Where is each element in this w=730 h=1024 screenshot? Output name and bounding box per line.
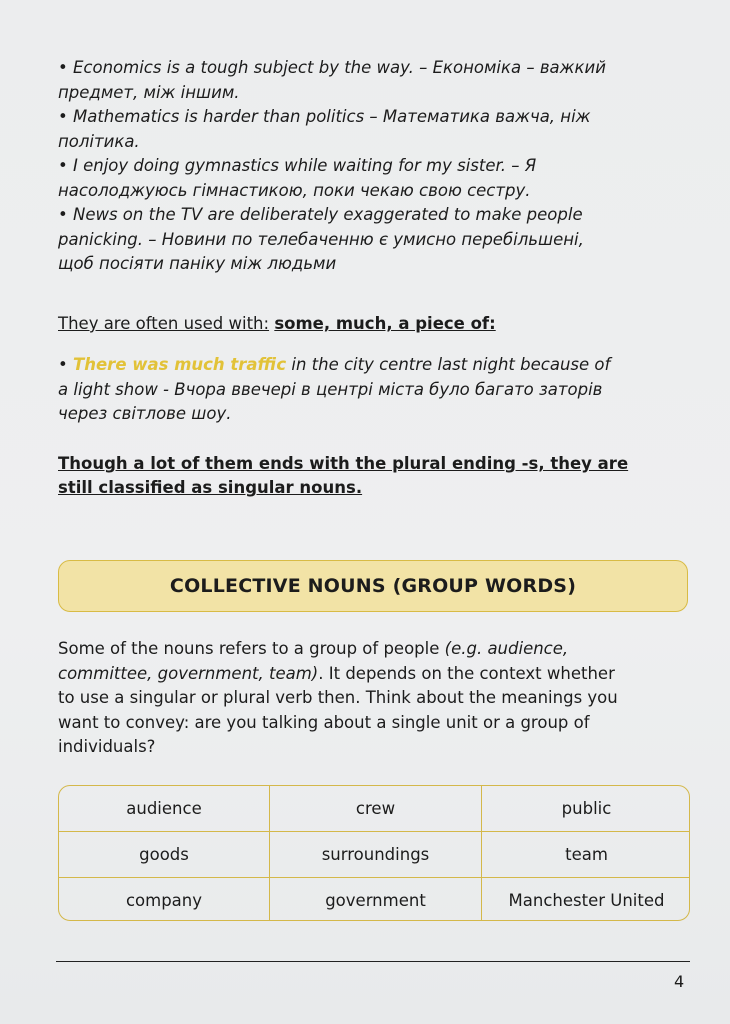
table-cell: public	[482, 786, 690, 832]
page-number: 4	[674, 972, 685, 991]
bullet-economics: • Economics is a tough subject by the way. – Економіка – важкий предмет, між іншим.	[58, 58, 606, 102]
table-cell: Manchester United	[508, 890, 665, 910]
traffic-example: • There was much traffic in the city centre last night because of a light show - Вчора ввечері в центрі міста було багато заторів через світлове шоу.	[58, 355, 611, 423]
singular-note: Though a lot of them ends with the plural ending -s, they are still classified as singular nouns.	[58, 454, 629, 497]
table-cell: government	[270, 878, 482, 921]
table-cell: crew	[270, 786, 482, 832]
bullet-news: • News on the TV are deliberately exaggerated to make people panicking. – Новини по телебаченню є умисно перебільшені, щоб посіяти паніку між людьми	[58, 205, 584, 273]
table-cell: surroundings	[270, 832, 482, 878]
example-bullet-list	[58, 56, 688, 277]
collective-nouns-table	[58, 785, 690, 921]
table-cell: audience	[59, 786, 270, 832]
bullet-gymnastics: • I enjoy doing gymnastics while waiting for my sister. – Я насолоджуюсь гімнастикою, поки чекаю свою сестру.	[58, 156, 537, 200]
table-cell: company	[59, 878, 270, 921]
section-banner	[58, 560, 688, 612]
usage-words: some, much, a piece of:	[274, 314, 496, 333]
table-cell: team	[482, 832, 690, 878]
collective-nouns-paragraph: Some of the nouns refers to a group of people (e.g. audience, committee, government, team). It depends on the context whether to use a singular or plural verb then. Think about the meanings you want to convey: are you talking about a single unit or a group of individuals?	[58, 639, 618, 756]
bullet-mathematics: • Mathematics is harder than politics – Математика важча, ніж політика.	[58, 107, 591, 151]
table-cell: goods	[59, 832, 270, 878]
usage-lead: They are often used with:	[58, 314, 270, 333]
section-title: COLLECTIVE NOUNS (GROUP WORDS)	[169, 575, 577, 597]
footer-divider	[56, 961, 690, 962]
usage-line	[58, 312, 678, 336]
highlighted-phrase: There was much traffic	[72, 355, 287, 374]
